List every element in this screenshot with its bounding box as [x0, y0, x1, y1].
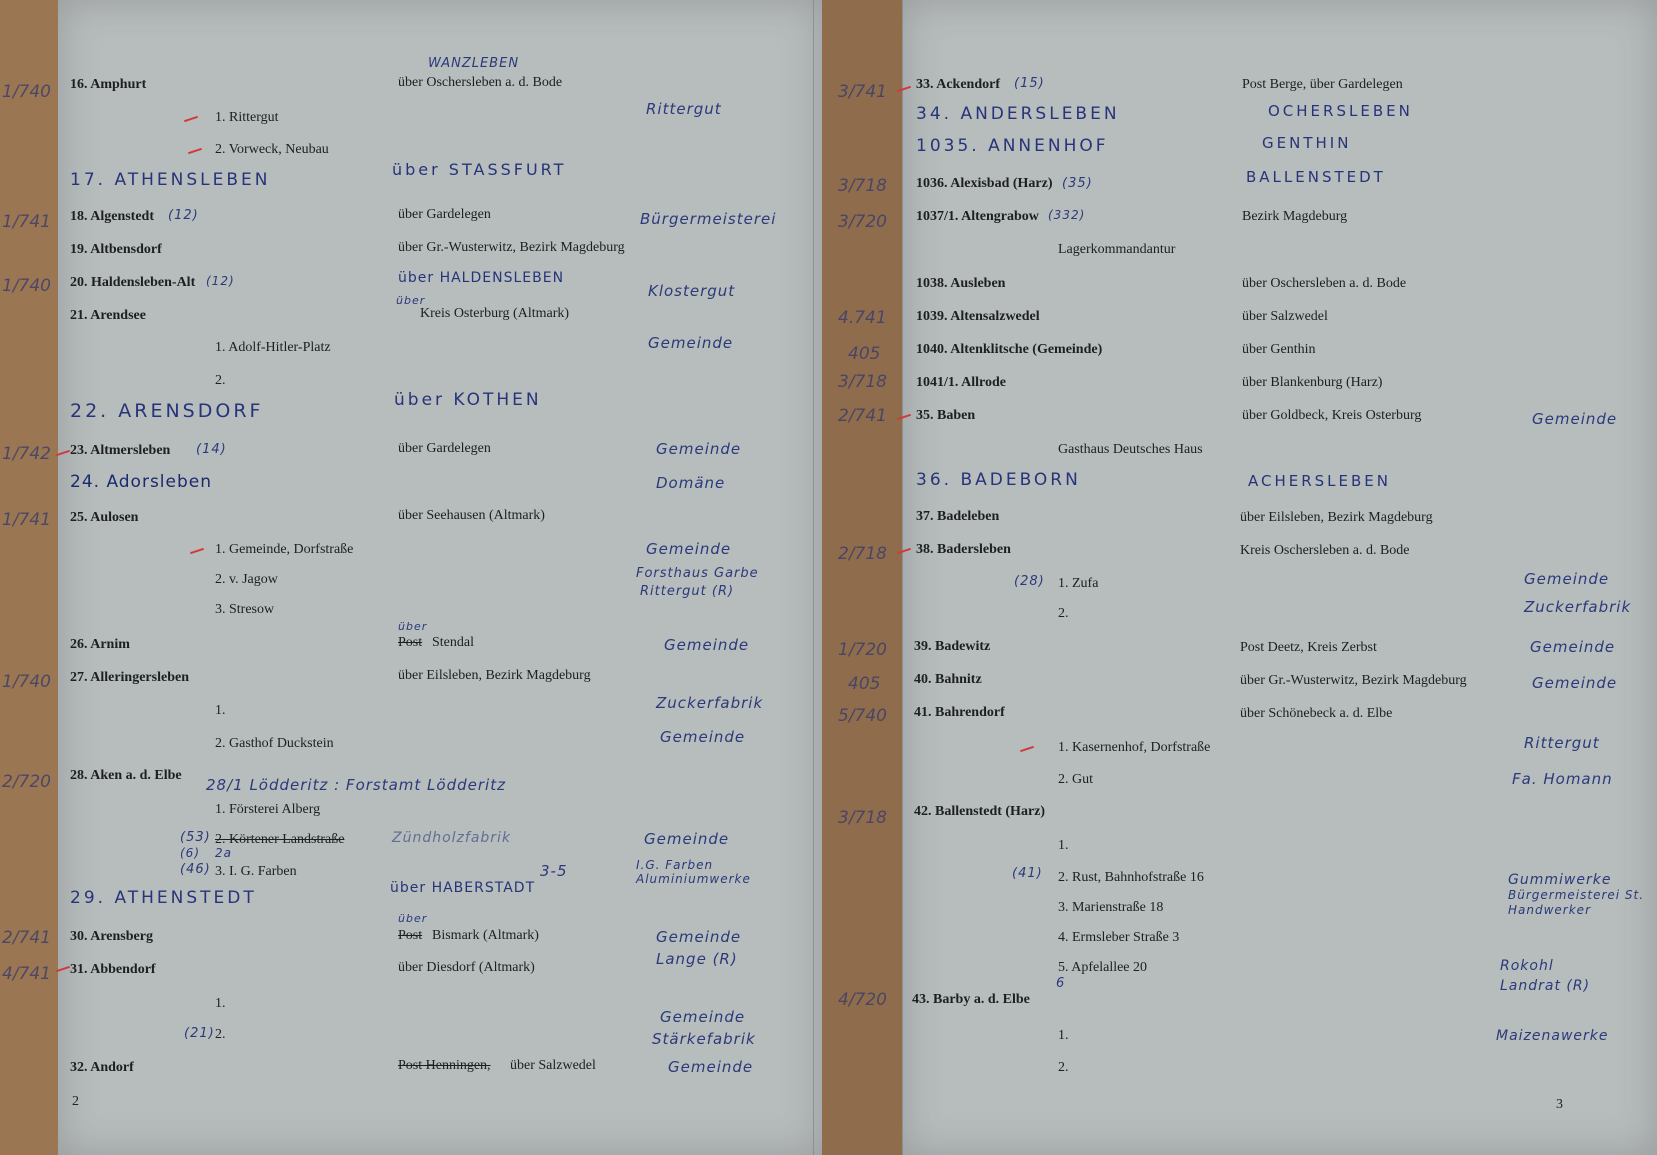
entry-address: über Oschersleben a. d. Bode [398, 75, 563, 90]
entry-note: Klostergut [648, 282, 736, 300]
entry-address-struck: Post [398, 928, 423, 943]
entry-address: über Diesdorf (Altmark) [398, 960, 535, 975]
entry-name: Gasthaus Deutsches Haus [1058, 442, 1203, 457]
entry-note: Gemeinde [1530, 638, 1616, 656]
margin-mark: 3/720 [838, 212, 887, 232]
entry-name: 2. [215, 1027, 226, 1042]
entry-address: GENTHIN [1262, 134, 1352, 152]
entry-address-struck: Post [398, 635, 423, 650]
entry-paren: (6) [180, 846, 200, 860]
entry-address: über Oschersleben a. d. Bode [1242, 276, 1407, 291]
entry-paren: (15) [1014, 76, 1045, 91]
margin-mark: 2/720 [2, 772, 51, 792]
margin-mark: 3/718 [838, 372, 887, 392]
entry-name: 2. Körtener Landstraße [215, 832, 345, 847]
entry-note: Landrat (R) [1500, 978, 1591, 994]
entry-note: Gemeinde [1532, 674, 1618, 692]
margin-mark: 2/718 [838, 544, 887, 564]
entry-name: 2. [215, 373, 226, 388]
entry-name: 28. Aken a. d. Elbe [70, 768, 182, 783]
entry-address: über Goldbeck, Kreis Osterburg [1242, 408, 1422, 423]
entry-paren: (41) [1012, 866, 1043, 881]
entry-note: Maizenawerke [1496, 1028, 1609, 1044]
entry-name: 17. ATHENSLEBEN [70, 170, 271, 190]
entry-name: 35. Baben [916, 408, 976, 423]
entry-note: Gemeinde [1532, 410, 1618, 428]
entry-name: 1038. Ausleben [916, 276, 1006, 291]
entry-name: 42. Ballenstedt (Harz) [914, 804, 1046, 819]
entry-address-prefix: über [396, 294, 426, 307]
entry-address: über Blankenburg (Harz) [1242, 375, 1383, 390]
entry-name: 16. Amphurt [70, 77, 147, 92]
margin-mark: 1/741 [2, 212, 51, 232]
entry-paren: (46) [180, 862, 211, 877]
entry-name: 1. Zufa [1058, 576, 1099, 591]
margin-mark: 2/741 [838, 406, 887, 426]
entry-paren: (12) [206, 274, 235, 288]
entry-name: 31. Abbendorf [70, 962, 156, 977]
entry-note: Bürgermeisterei St. Handwerker [1508, 888, 1645, 917]
entry-name: 3. I. G. Farben [215, 864, 297, 879]
entry-name: 3. Marienstraße 18 [1058, 900, 1164, 915]
entry-address: Kreis Osterburg (Altmark) [420, 306, 570, 321]
entry-note: Rokohl [1500, 958, 1554, 974]
margin-mark: 5/740 [838, 706, 887, 726]
entry-note: Gemeinde [644, 830, 730, 848]
entry-name: 18. Algenstedt [70, 209, 154, 224]
entry-paren: (35) [1062, 176, 1093, 191]
entry-name: 1040. Altenklitsche (Gemeinde) [916, 342, 1103, 357]
entry-note: Zuckerfabrik [1524, 598, 1632, 616]
entry-name: 3. Stresow [215, 602, 275, 617]
handwritten-insert: Zündholzfabrik [392, 830, 512, 846]
entry-name: 1036. Alexisbad (Harz) [916, 176, 1053, 191]
entry-name: 1. Kasernenhof, Dorfstraße [1058, 740, 1211, 755]
entry-name: 2. Gut [1058, 772, 1093, 787]
entry-paren: (332) [1048, 208, 1086, 222]
margin-mark: 1/740 [2, 276, 51, 296]
entry-name: 2. [1058, 606, 1069, 621]
entry-address: Kreis Oschersleben a. d. Bode [1240, 543, 1410, 558]
handwritten-insert: WANZLEBEN [428, 56, 520, 71]
gutter-line [813, 0, 814, 1155]
entry-address: Post Deetz, Kreis Zerbst [1240, 640, 1377, 655]
entry-note: Gemeinde [664, 636, 750, 654]
entry-name: 32. Andorf [70, 1060, 134, 1075]
margin-mark: 1/720 [838, 640, 887, 660]
entry-address: über Salzwedel [510, 1058, 596, 1073]
margin-mark: 4.741 [838, 308, 887, 328]
entry-name: 39. Badewitz [914, 639, 991, 654]
entry-name: 1. [215, 703, 226, 718]
entry-name: 26. Arnim [70, 637, 130, 652]
margin-mark: 1/742 [2, 444, 51, 464]
entry-name: 21. Arendsee [70, 308, 146, 323]
entry-name: 1039. Altensalzwedel [916, 309, 1040, 324]
margin-mark: 1/740 [2, 672, 51, 692]
entry-name: Lagerkommandantur [1058, 242, 1176, 257]
entry-address: über Gardelegen [398, 207, 491, 222]
entry-name: 4. Ermsleber Straße 3 [1058, 930, 1180, 945]
entry-address-struck: Post Henningen, [398, 1058, 491, 1073]
page-number: 3 [1556, 1097, 1563, 1112]
entry-note: Gemeinde [656, 440, 742, 458]
entry-name: 1. [215, 996, 226, 1011]
entry-name: 29. ATHENSTEDT [70, 888, 257, 908]
entry-note: Zuckerfabrik [656, 694, 764, 712]
margin-mark: 4/741 [2, 964, 51, 984]
entry-note: Stärkefabrik [652, 1030, 756, 1048]
entry-paren: (28) [1014, 574, 1045, 589]
entry-name: 1. [1058, 1028, 1069, 1043]
entry-name: 6 [1056, 976, 1066, 991]
entry-note: Gemeinde [660, 1008, 746, 1026]
entry-paren: (21) [184, 1026, 215, 1041]
entry-name: 1. Adolf-Hitler-Platz [215, 340, 331, 355]
entry-name: 25. Aulosen [70, 510, 139, 525]
entry-address: über HALDENSLEBEN [398, 270, 565, 286]
entry-address: über Genthin [1242, 342, 1316, 357]
entry-note: I.G. Farben Aluminiumwerke [636, 858, 751, 886]
entry-note: Bürgermeisterei [640, 210, 777, 228]
entry-address: über Salzwedel [1242, 309, 1328, 324]
margin-mark: 405 [848, 344, 881, 364]
margin-mark: 2/741 [2, 928, 51, 948]
entry-address: über Schönebeck a. d. Elbe [1240, 706, 1393, 721]
entry-name: 23. Altmersleben [70, 443, 171, 458]
entry-note: Gemeinde [668, 1058, 754, 1076]
entry-address-prefix: über [398, 620, 428, 633]
book-spine [822, 0, 902, 1155]
entry-address: über STASSFURT [392, 160, 567, 179]
entry-name: 30. Arensberg [70, 929, 153, 944]
entry-name: 1. Rittergut [215, 110, 279, 125]
entry-address: BALLENSTEDT [1246, 168, 1386, 186]
entry-address: ACHERSLEBEN [1248, 472, 1391, 490]
entry-note: Rittergut [1524, 734, 1600, 752]
entry-note: Fa. Homann [1512, 770, 1613, 788]
entry-note: Forsthaus Garbe [636, 566, 759, 581]
entry-address: über KOTHEN [394, 390, 542, 410]
entry-name: 2. Gasthof Duckstein [215, 736, 334, 751]
entry-name: 36. BADEBORN [916, 470, 1081, 490]
entry-note: Rittergut [646, 100, 722, 118]
entry-name: 2. Rust, Bahnhofstraße 16 [1058, 870, 1204, 885]
entry-note: Gemeinde [660, 728, 746, 746]
entry-note: Lange (R) [656, 950, 738, 968]
entry-address: über Gardelegen [398, 441, 491, 456]
gutter-line [902, 0, 903, 1155]
entry-name: 1037/1. Altengrabow [916, 209, 1039, 224]
margin-mark: 405 [848, 674, 881, 694]
entry-address: Bismark (Altmark) [432, 928, 539, 943]
entry-name: 2. [1058, 1060, 1069, 1075]
entry-note: Gemeinde [1524, 570, 1610, 588]
handwritten-insert: 28/1 Lödderitz : Forstamt Lödderitz [206, 776, 506, 794]
entry-address: Post Berge, über Gardelegen [1242, 77, 1403, 92]
entry-address: Stendal [432, 635, 474, 650]
entry-name: 2. v. Jagow [215, 572, 278, 587]
entry-address: über Seehausen (Altmark) [398, 508, 545, 523]
entry-name: 1. Försterei Alberg [215, 802, 321, 817]
margin-mark: 1/740 [2, 82, 51, 102]
entry-name: 1. [1058, 838, 1069, 853]
margin-mark: 3/718 [838, 176, 887, 196]
entry-name: 33. Ackendorf [916, 77, 1000, 92]
entry-name: 40. Bahnitz [914, 672, 982, 687]
entry-address: OCHERSLEBEN [1268, 102, 1413, 120]
entry-name: 1. Gemeinde, Dorfstraße [215, 542, 354, 557]
entry-address: über Eilsleben, Bezirk Magdeburg [398, 668, 591, 683]
entry-note: Gummiwerke [1508, 872, 1612, 888]
page-number: 2 [72, 1094, 79, 1109]
margin-mark: 4/720 [838, 990, 887, 1010]
entry-name: 19. Altbensdorf [70, 242, 162, 257]
entry-name: 5. Apfelallee 20 [1058, 960, 1148, 975]
entry-name: 38. Badersleben [916, 542, 1011, 557]
entry-note: Gemeinde [646, 540, 732, 558]
entry-address: über Gr.-Wusterwitz, Bezirk Magdeburg [1240, 673, 1467, 688]
entry-paren: (12) [168, 208, 199, 223]
entry-address: über Gr.-Wusterwitz, Bezirk Magdeburg [398, 240, 625, 255]
handwritten-insert: 3-5 [540, 862, 568, 880]
margin-mark: 1/741 [2, 510, 51, 530]
entry-name: 37. Badeleben [916, 509, 1000, 524]
entry-name: 1041/1. Allrode [916, 375, 1006, 390]
entry-name: 34. ANDERSLEBEN [916, 104, 1120, 124]
entry-name: 2. Vorweck, Neubau [215, 142, 329, 157]
entry-name: 2a [215, 846, 232, 860]
margin-mark: 3/718 [838, 808, 887, 828]
entry-note: Rittergut (R) [640, 584, 735, 599]
entry-note: Gemeinde [656, 928, 742, 946]
entry-address: über Eilsleben, Bezirk Magdeburg [1240, 510, 1433, 525]
entry-address: über HABERSTADT [390, 880, 536, 896]
entry-note: Domäne [656, 474, 726, 492]
entry-address-prefix: über [398, 912, 428, 925]
entry-name: 22. ARENSDORF [70, 400, 264, 422]
entry-paren: (14) [196, 442, 227, 457]
entry-name: 43. Barby a. d. Elbe [912, 992, 1030, 1007]
entry-name: 27. Alleringersleben [70, 670, 189, 685]
entry-name: 20. Haldensleben-Alt [70, 275, 196, 290]
margin-mark: 3/741 [838, 82, 887, 102]
entry-note: Gemeinde [648, 334, 734, 352]
entry-name: 41. Bahrendorf [914, 705, 1005, 720]
entry-name: 24. Adorsleben [70, 472, 213, 492]
entry-paren: (53) [180, 830, 211, 845]
entry-name: 1035. ANNENHOF [916, 136, 1109, 156]
entry-address: Bezirk Magdeburg [1242, 209, 1348, 224]
